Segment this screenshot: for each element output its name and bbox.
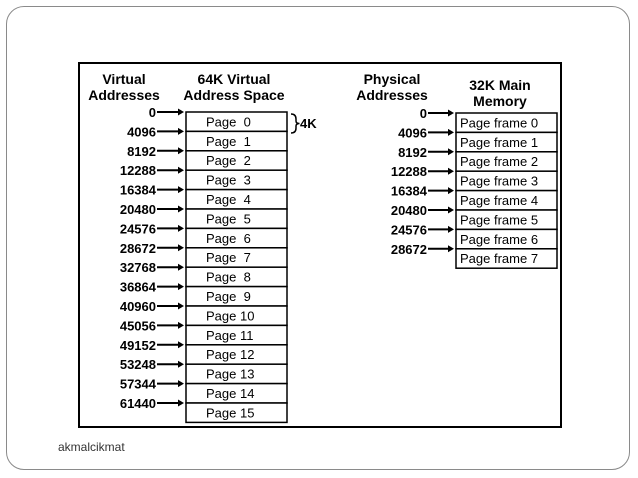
virtual-page-cell-label: Page 15: [206, 405, 255, 421]
virtual-address: 0: [148, 105, 156, 120]
physical-address: 16384: [390, 183, 427, 199]
virtual-address: 16384: [119, 182, 156, 198]
virtual-address: 8192: [127, 143, 156, 159]
virtual-page-cell-label: Page 1: [206, 133, 251, 149]
physical-address-arrow: [428, 245, 454, 252]
physical-address: 24576: [390, 222, 427, 238]
virtual-page-cell-label: Page 4: [206, 192, 251, 207]
virtual-address: 53248: [119, 357, 156, 373]
virtual-address-arrow: [157, 341, 184, 348]
physical-header-line1: Physical: [363, 71, 421, 87]
page-frame-cell-label: Page frame 2: [460, 154, 539, 170]
virtual-page-cell-label: Page 13: [206, 366, 255, 382]
virtual-address: 45056: [119, 318, 156, 334]
virtual-address: 61440: [119, 396, 156, 411]
virtual-page-cell-label: Page 3: [206, 172, 251, 188]
virtual-address-arrow: [157, 322, 184, 329]
physical-address-arrow: [428, 207, 454, 214]
footer-credit: akmalcikmat: [58, 440, 125, 454]
virtual-address: 40960: [119, 299, 156, 314]
virtual-page-cell-label: Page 12: [206, 347, 255, 363]
virtual-address: 49152: [119, 337, 156, 353]
main-memory-header-line2: Memory: [473, 93, 527, 109]
physical-address-arrow: [428, 226, 454, 233]
virtual-address: 57344: [119, 376, 156, 392]
virtual-address-arrow: [157, 186, 184, 193]
address-space-header-line1: 64K Virtual: [197, 71, 271, 87]
virtual-address-arrow: [157, 128, 184, 135]
virtual-page-cell-label: Page 14: [206, 386, 255, 401]
page-frame-cell-label: Page frame 0: [460, 115, 539, 131]
virtual-address-arrow: [157, 147, 184, 154]
physical-address-arrow: [428, 110, 454, 117]
physical-address: 20480: [390, 203, 427, 218]
physical-header-line2: Addresses: [356, 87, 428, 103]
virtual-address: 36864: [119, 279, 156, 295]
virtual-header-line2: Addresses: [88, 87, 160, 103]
address-space-header-line2: Address Space: [183, 87, 285, 103]
physical-address: 0: [419, 106, 427, 121]
virtual-address: 4096: [127, 124, 156, 140]
page-frame-cell-label: Page frame 4: [460, 193, 539, 208]
main-memory-header-line1: 32K Main: [469, 77, 531, 93]
virtual-address-arrow: [157, 244, 184, 251]
page-frame-cell-label: Page frame 3: [460, 173, 539, 189]
physical-address-arrow: [428, 168, 454, 175]
virtual-address: 12288: [119, 163, 156, 179]
virtual-address: 32768: [119, 260, 156, 276]
page-frame-cell-label: Page frame 1: [460, 134, 539, 150]
virtual-page-cell-label: Page 11: [206, 327, 254, 343]
virtual-page-cell-label: Page 8: [206, 269, 251, 285]
page-frame-cell-label: Page frame 6: [460, 231, 539, 247]
page-size-label: 4K: [300, 116, 317, 131]
virtual-address: 24576: [119, 221, 156, 237]
physical-address-arrow: [428, 129, 454, 136]
virtual-address-arrow: [157, 264, 184, 271]
physical-address: 28672: [390, 241, 427, 257]
virtual-page-cell-label: Page 9: [206, 289, 251, 304]
virtual-page-cell-label: Page 5: [206, 211, 251, 227]
page-size-brace-icon: [291, 114, 300, 133]
virtual-address-arrow: [157, 361, 184, 368]
virtual-address: 28672: [119, 240, 156, 256]
page-frame-cell-label: Page frame 7: [460, 251, 539, 267]
virtual-page-cell-label: Page 10: [206, 308, 255, 324]
physical-address: 8192: [398, 144, 427, 160]
virtual-page-cell-label: Page 2: [206, 153, 251, 169]
virtual-address-arrow: [157, 303, 184, 310]
virtual-header-line1: Virtual: [102, 71, 146, 87]
physical-address: 12288: [390, 164, 427, 180]
diagram-canvas: [80, 64, 564, 430]
virtual-address-arrow: [157, 225, 184, 232]
virtual-page-cell-label: Page 7: [206, 250, 251, 266]
virtual-page-cell-label: Page 6: [206, 230, 251, 246]
virtual-address: 20480: [119, 202, 156, 217]
page-frame-cell-label: Page frame 5: [460, 212, 539, 228]
virtual-address-arrow: [157, 109, 184, 116]
physical-address-arrow: [428, 148, 454, 155]
paging-diagram: [78, 62, 562, 428]
physical-address-arrow: [428, 187, 454, 194]
virtual-address-arrow: [157, 380, 184, 387]
physical-address: 4096: [398, 125, 427, 141]
virtual-address-arrow: [157, 206, 184, 213]
virtual-page-cell-label: Page 0: [206, 114, 251, 130]
virtual-address-arrow: [157, 167, 184, 174]
virtual-address-arrow: [157, 400, 184, 407]
virtual-address-arrow: [157, 283, 184, 290]
